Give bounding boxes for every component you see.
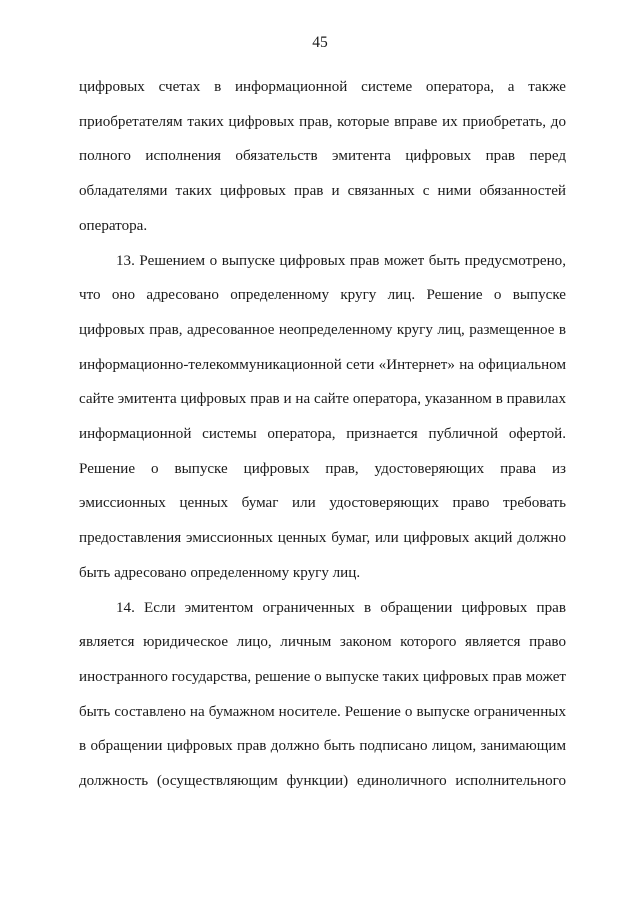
text-line: 14. Если эмитентом ограниченных в обращении цифровых прав: [116, 599, 566, 616]
text-line: Решение о выпуске цифровых прав, удостоверяющих права из: [79, 460, 566, 477]
paragraph-continuation: [79, 70, 566, 244]
document-body: [79, 70, 566, 799]
text-line: сайте эмитента цифровых прав и на сайте оператора, указанном в правилах: [79, 391, 566, 408]
paragraph-14: [79, 591, 566, 799]
text-line: быть адресовано определенному кругу лиц.: [79, 564, 361, 581]
text-line: эмиссионных ценных бумаг или удостоверяющих право требовать: [79, 495, 566, 512]
text-line: цифровых прав, адресованное неопределенному кругу лиц, размещенное в: [79, 321, 566, 338]
text-line: быть составлено на бумажном носителе. Решение о выпуске ограниченных: [79, 703, 566, 720]
text-line: цифровых счетах в информационной системе оператора, а также: [79, 79, 566, 95]
text-line: 13. Решением о выпуске цифровых прав может быть предусмотрено,: [116, 252, 566, 269]
text-line: иностранного государства, решение о выпуске таких цифровых прав может: [79, 668, 566, 685]
text-line: должность (осуществляющим функции) единоличного исполнительного: [79, 773, 566, 790]
text-line: полного исполнения обязательств эмитента цифровых прав перед: [79, 148, 566, 165]
text-line: предоставления эмиссионных ценных бумаг, или цифровых акций должно: [79, 530, 566, 547]
text-line: оператора.: [79, 217, 148, 234]
page-number: 45: [312, 34, 328, 51]
text-line: что оно адресовано определенному кругу лиц. Решение о выпуске: [79, 287, 566, 304]
text-line: приобретателям таких цифровых прав, которые вправе их приобретать, до: [79, 113, 566, 130]
text-line: информационной системы оператора, признается публичной офертой.: [79, 426, 566, 443]
text-line: в обращении цифровых прав должно быть подписано лицом, занимающим: [79, 738, 566, 755]
paragraph-13: [79, 244, 566, 591]
text-line: информационно-телекоммуникационной сети «Интернет» на официальном: [79, 356, 566, 373]
text-line: обладателями таких цифровых прав и связанных с ними обязанностей: [79, 183, 566, 200]
text-line: является юридическое лицо, личным законом которого является право: [79, 634, 566, 651]
